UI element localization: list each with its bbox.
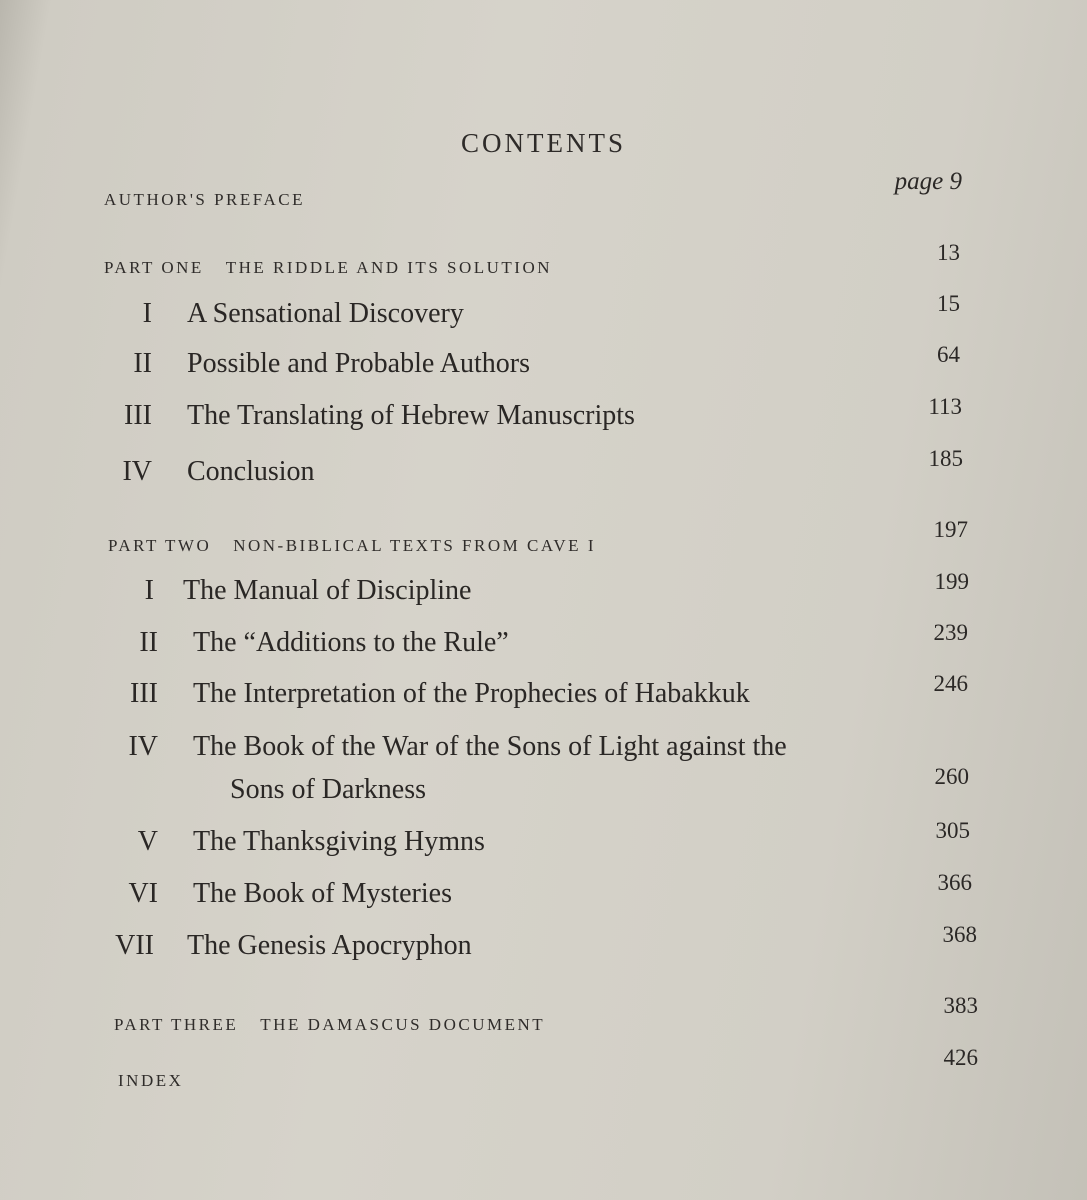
chapter-number: I	[144, 575, 154, 606]
chapter-title: Conclusion	[187, 456, 315, 487]
chapter-number: I	[142, 298, 152, 329]
preface-page: page 9	[894, 168, 962, 195]
part-one-page: 13	[937, 240, 960, 265]
chapter-title: The “Additions to the Rule”	[193, 627, 509, 658]
chapter-number: II	[133, 348, 152, 379]
page-title: CONTENTS	[461, 128, 626, 158]
index-label: INDEX	[118, 1071, 184, 1090]
index-page: 426	[943, 1045, 978, 1070]
chapter-title: The Book of the War of the Sons of Light against the	[193, 731, 787, 762]
chapter-number: II	[139, 627, 158, 658]
chapter-page: 199	[934, 569, 969, 594]
part-three-heading	[114, 1015, 545, 1035]
chapter-entry	[108, 930, 472, 962]
chapter-title: The Interpretation of the Prophecies of Habakkuk	[193, 678, 750, 709]
chapter-title: Possible and Probable Authors	[187, 348, 530, 379]
chapter-page: 15	[937, 291, 960, 316]
chapter-page: 239	[933, 620, 968, 645]
part-two-heading	[108, 536, 596, 556]
chapter-entry	[118, 826, 485, 858]
chapter-entry	[118, 575, 471, 607]
part-two-prefix: PART TWO	[108, 536, 212, 555]
part-one-title: THE RIDDLE AND ITS SOLUTION	[225, 258, 553, 277]
chapter-title: The Manual of Discipline	[183, 575, 472, 606]
chapter-title: The Genesis Apocryphon	[187, 930, 472, 961]
chapter-number: VI	[128, 878, 158, 909]
chapter-entry	[124, 348, 530, 380]
chapter-entry	[118, 731, 787, 763]
chapter-number: VII	[115, 930, 154, 961]
preface-label: AUTHOR'S PREFACE	[104, 190, 305, 209]
chapter-entry	[116, 456, 315, 488]
chapter-number: IV	[122, 456, 152, 487]
chapter-page: 305	[935, 818, 970, 843]
chapter-entry	[124, 298, 464, 330]
chapter-page: 366	[937, 870, 972, 895]
chapter-number: III	[124, 400, 152, 431]
chapter-page: 185	[928, 446, 963, 471]
chapter-entry	[118, 878, 452, 910]
chapter-entry	[116, 400, 635, 432]
chapter-title: The Thanksgiving Hymns	[193, 826, 485, 857]
part-three-title: THE DAMASCUS DOCUMENT	[260, 1015, 546, 1034]
chapter-page: 64	[937, 342, 960, 367]
part-two-title: NON-BIBLICAL TEXTS FROM CAVE I	[233, 536, 596, 555]
chapter-page: 368	[942, 922, 977, 947]
chapter-title-continued: Sons of Darkness	[230, 774, 426, 805]
part-three-prefix: PART THREE	[114, 1015, 239, 1034]
chapter-title: The Translating of Hebrew Manuscripts	[187, 400, 635, 431]
chapter-number: V	[137, 826, 158, 857]
chapter-page: 113	[928, 394, 962, 419]
chapter-title: A Sensational Discovery	[187, 298, 464, 329]
chapter-entry	[118, 678, 750, 710]
part-one-heading	[104, 258, 552, 278]
part-one-prefix: PART ONE	[104, 258, 204, 277]
part-three-page: 383	[943, 993, 978, 1018]
chapter-title: The Book of Mysteries	[193, 878, 452, 909]
chapter-number: IV	[128, 731, 158, 762]
part-two-page: 197	[933, 517, 968, 542]
chapter-entry	[118, 627, 509, 659]
chapter-number: III	[130, 678, 158, 709]
chapter-page: 260	[934, 764, 969, 789]
chapter-page: 246	[933, 671, 968, 696]
